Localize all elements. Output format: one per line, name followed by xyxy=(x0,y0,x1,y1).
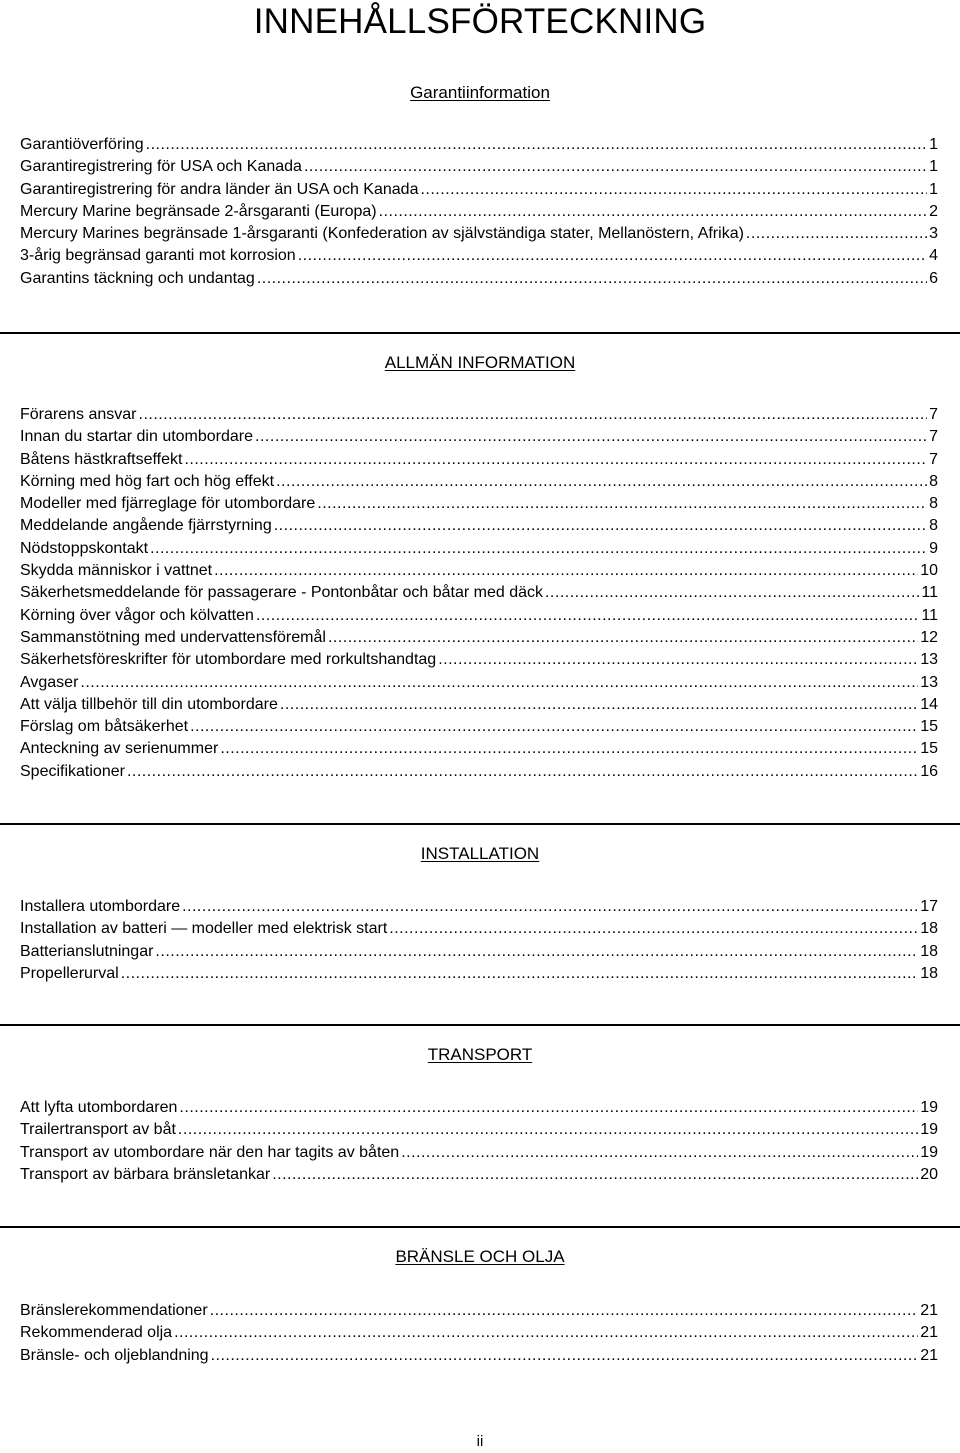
toc-entry-page: 18 xyxy=(920,942,938,960)
toc-entry-page: 14 xyxy=(920,695,938,713)
toc-list-allman-information xyxy=(20,404,938,783)
toc-entry-page: 21 xyxy=(920,1302,938,1319)
dot-leader xyxy=(184,449,927,471)
dot-leader xyxy=(214,560,918,582)
toc-entry-title: Säkerhetsmeddelande för passagerare - Pontonbåtar och båtar med däck xyxy=(20,584,543,602)
toc-entry-page: 11 xyxy=(921,584,938,602)
dot-leader xyxy=(746,223,927,245)
toc-entry-title: Transport av utombordare när den har tagits av båten xyxy=(20,1143,400,1161)
dot-leader xyxy=(155,941,918,963)
toc-entry-title: Transport av bärbara bränsletankar xyxy=(20,1165,271,1183)
toc-entry-page: 4 xyxy=(929,247,938,265)
toc-entry-title: Bränsle- och oljeblandning xyxy=(20,1346,209,1364)
dot-leader xyxy=(121,963,918,985)
dot-leader xyxy=(220,738,918,760)
toc-entry-page: 19 xyxy=(920,1121,938,1139)
toc-entry[interactable] xyxy=(20,738,938,760)
toc-entry[interactable] xyxy=(20,1300,938,1322)
toc-entry-page: 13 xyxy=(920,651,938,669)
dot-leader xyxy=(139,404,928,426)
toc-entry-title: Garantiöverföring xyxy=(20,136,144,153)
toc-entry[interactable] xyxy=(20,493,938,515)
dot-leader xyxy=(182,896,918,918)
dot-leader xyxy=(127,761,918,783)
toc-entry[interactable] xyxy=(20,179,938,201)
dot-leader xyxy=(256,605,919,627)
dot-leader xyxy=(304,156,927,178)
toc-entry-page: 19 xyxy=(920,1143,938,1161)
toc-entry-title: Mercury Marine begränsade 2-årsgaranti (Europa) xyxy=(20,202,377,220)
section-divider xyxy=(0,332,960,334)
toc-entry[interactable] xyxy=(20,471,938,493)
dot-leader xyxy=(178,1119,918,1141)
dot-leader xyxy=(545,582,919,604)
dot-leader xyxy=(255,426,927,448)
section-divider xyxy=(0,1024,960,1026)
toc-entry-title: Förslag om båtsäkerhet xyxy=(20,718,189,736)
toc-entry-title: Garantiregistrering för andra länder än USA och Kanada xyxy=(20,180,419,198)
toc-entry-page: 8 xyxy=(929,472,938,490)
toc-entry-page: 18 xyxy=(920,964,938,982)
toc-entry-title: Förarens ansvar xyxy=(20,406,137,423)
dot-leader xyxy=(272,1164,918,1186)
toc-entry[interactable] xyxy=(20,941,938,963)
section-heading-garantiinformation: Garantiinformation xyxy=(410,83,550,102)
toc-entry[interactable] xyxy=(20,963,938,985)
toc-entry[interactable] xyxy=(20,449,938,471)
toc-entry-title: Nödstoppskontakt xyxy=(20,539,149,557)
toc-entry[interactable] xyxy=(20,1097,938,1119)
toc-entry-title: Skydda människor i vattnet xyxy=(20,562,213,580)
dot-leader xyxy=(179,1097,918,1119)
toc-entry-page: 16 xyxy=(920,762,938,780)
toc-entry-page: 20 xyxy=(920,1165,938,1183)
toc-entry-page: 11 xyxy=(921,606,938,624)
toc-list-installation xyxy=(20,896,938,985)
toc-entry-title: Garantiregistrering för USA och Kanada xyxy=(20,158,302,176)
dot-leader xyxy=(274,515,927,537)
dot-leader xyxy=(174,1322,918,1344)
toc-entry-title: Meddelande angående fjärrstyrning xyxy=(20,517,272,535)
toc-entry[interactable] xyxy=(20,268,938,290)
toc-list-bransle-och-olja xyxy=(20,1300,938,1367)
toc-entry-title: Bränslerekommendationer xyxy=(20,1302,208,1319)
toc-entry-page: 12 xyxy=(920,628,938,646)
toc-entry-page: 1 xyxy=(929,158,938,176)
toc-entry-page: 7 xyxy=(929,428,938,446)
toc-entry[interactable] xyxy=(20,201,938,223)
section-heading-installation: INSTALLATION xyxy=(420,844,540,863)
dot-leader xyxy=(298,245,927,267)
toc-entry-page: 2 xyxy=(929,202,938,220)
toc-list-transport xyxy=(20,1097,938,1186)
section-divider xyxy=(0,1226,960,1228)
section-divider xyxy=(0,823,960,825)
toc-entry-page: 13 xyxy=(920,673,938,691)
toc-entry-page: 7 xyxy=(929,406,938,423)
toc-entry-title: Modeller med fjärreglage för utombordare xyxy=(20,495,316,513)
toc-entry-page: 8 xyxy=(929,517,938,535)
section-heading-transport: TRANSPORT xyxy=(427,1045,533,1064)
toc-entry-page: 19 xyxy=(920,1099,938,1116)
dot-leader xyxy=(80,672,918,694)
toc-entry[interactable] xyxy=(20,672,938,694)
toc-entry-title: Körning över vågor och kölvatten xyxy=(20,606,254,624)
dot-leader xyxy=(438,649,918,671)
toc-entry[interactable] xyxy=(20,649,938,671)
toc-entry-title: Trailertransport av båt xyxy=(20,1121,176,1139)
dot-leader xyxy=(401,1142,918,1164)
toc-entry[interactable] xyxy=(20,538,938,560)
toc-entry[interactable] xyxy=(20,404,938,426)
toc-entry[interactable] xyxy=(20,245,938,267)
toc-entry[interactable] xyxy=(20,716,938,738)
dot-leader xyxy=(210,1300,919,1322)
toc-entry[interactable] xyxy=(20,1322,938,1344)
dot-leader xyxy=(389,918,918,940)
toc-entry-page: 7 xyxy=(929,450,938,468)
toc-entry-page: 8 xyxy=(929,495,938,513)
toc-entry[interactable] xyxy=(20,627,938,649)
toc-entry-page: 9 xyxy=(929,539,938,557)
toc-entry-title: Sammanstötning med undervattensföremål xyxy=(20,628,326,646)
toc-entry-page: 3 xyxy=(929,225,938,243)
toc-entry-page: 21 xyxy=(920,1324,938,1342)
toc-entry-title: Att välja tillbehör till din utombordare xyxy=(20,695,278,713)
toc-entry-title: 3-årig begränsad garanti mot korrosion xyxy=(20,247,296,265)
dot-leader xyxy=(317,493,927,515)
toc-entry-page: 21 xyxy=(920,1346,938,1364)
toc-entry[interactable] xyxy=(20,896,938,918)
dot-leader xyxy=(420,179,927,201)
toc-entry-title: Installera utombordare xyxy=(20,898,181,915)
toc-entry[interactable] xyxy=(20,156,938,178)
toc-entry-title: Installation av batteri — modeller med elektrisk start xyxy=(20,920,388,938)
toc-entry-title: Innan du startar din utombordare xyxy=(20,428,254,446)
section-heading-bransle-och-olja: BRÄNSLE OCH OLJA xyxy=(395,1247,565,1266)
toc-entry[interactable] xyxy=(20,426,938,448)
toc-entry-page: 17 xyxy=(920,898,938,915)
toc-entry[interactable] xyxy=(20,515,938,537)
toc-entry[interactable] xyxy=(20,1142,938,1164)
toc-entry-page: 6 xyxy=(929,269,938,287)
dot-leader xyxy=(257,268,927,290)
dot-leader xyxy=(190,716,918,738)
toc-entry-page: 10 xyxy=(920,562,938,580)
toc-entry-page: 1 xyxy=(929,180,938,198)
toc-entry-title: Avgaser xyxy=(20,673,79,691)
dot-leader xyxy=(276,471,927,493)
toc-entry-title: Körning med hög fart och hög effekt xyxy=(20,472,275,490)
toc-entry-title: Garantins täckning och undantag xyxy=(20,269,255,287)
toc-entry[interactable] xyxy=(20,605,938,627)
toc-entry-page: 1 xyxy=(929,136,938,153)
toc-entry-page: 15 xyxy=(920,740,938,758)
dot-leader xyxy=(328,627,918,649)
dot-leader xyxy=(146,134,927,156)
toc-entry[interactable] xyxy=(20,918,938,940)
dot-leader xyxy=(379,201,927,223)
dot-leader xyxy=(150,538,927,560)
toc-entry[interactable] xyxy=(20,1345,938,1367)
toc-entry-title: Anteckning av serienummer xyxy=(20,740,219,758)
toc-entry-title: Att lyfta utombordaren xyxy=(20,1099,178,1116)
toc-entry-page: 18 xyxy=(920,920,938,938)
toc-list-garantiinformation xyxy=(20,134,938,290)
page-title: INNEHÅLLSFÖRTECKNING xyxy=(253,2,707,41)
dot-leader xyxy=(280,694,918,716)
toc-entry[interactable] xyxy=(20,1164,938,1186)
toc-entry[interactable] xyxy=(20,134,938,156)
toc-entry[interactable] xyxy=(20,223,938,245)
toc-entry[interactable] xyxy=(20,761,938,783)
section-heading-allman-information: ALLMÄN INFORMATION xyxy=(384,353,576,372)
page-number: ii xyxy=(476,1433,484,1450)
toc-entry-title: Specifikationer xyxy=(20,762,125,780)
toc-entry-title: Säkerhetsföreskrifter för utombordare med rorkultshandtag xyxy=(20,651,437,669)
toc-entry-title: Rekommenderad olja xyxy=(20,1324,173,1342)
toc-entry[interactable] xyxy=(20,694,938,716)
toc-entry-title: Batterianslutningar xyxy=(20,942,154,960)
toc-entry[interactable] xyxy=(20,1119,938,1141)
toc-entry[interactable] xyxy=(20,560,938,582)
toc-entry[interactable] xyxy=(20,582,938,604)
toc-entry-title: Båtens hästkraftseffekt xyxy=(20,450,183,468)
toc-entry-title: Propellerurval xyxy=(20,964,119,982)
toc-entry-page: 15 xyxy=(920,718,938,736)
toc-entry-title: Mercury Marines begränsade 1-årsgaranti (Konfederation av självständiga stater, Mellanöstern, Afrika) xyxy=(20,225,744,243)
dot-leader xyxy=(211,1345,919,1367)
